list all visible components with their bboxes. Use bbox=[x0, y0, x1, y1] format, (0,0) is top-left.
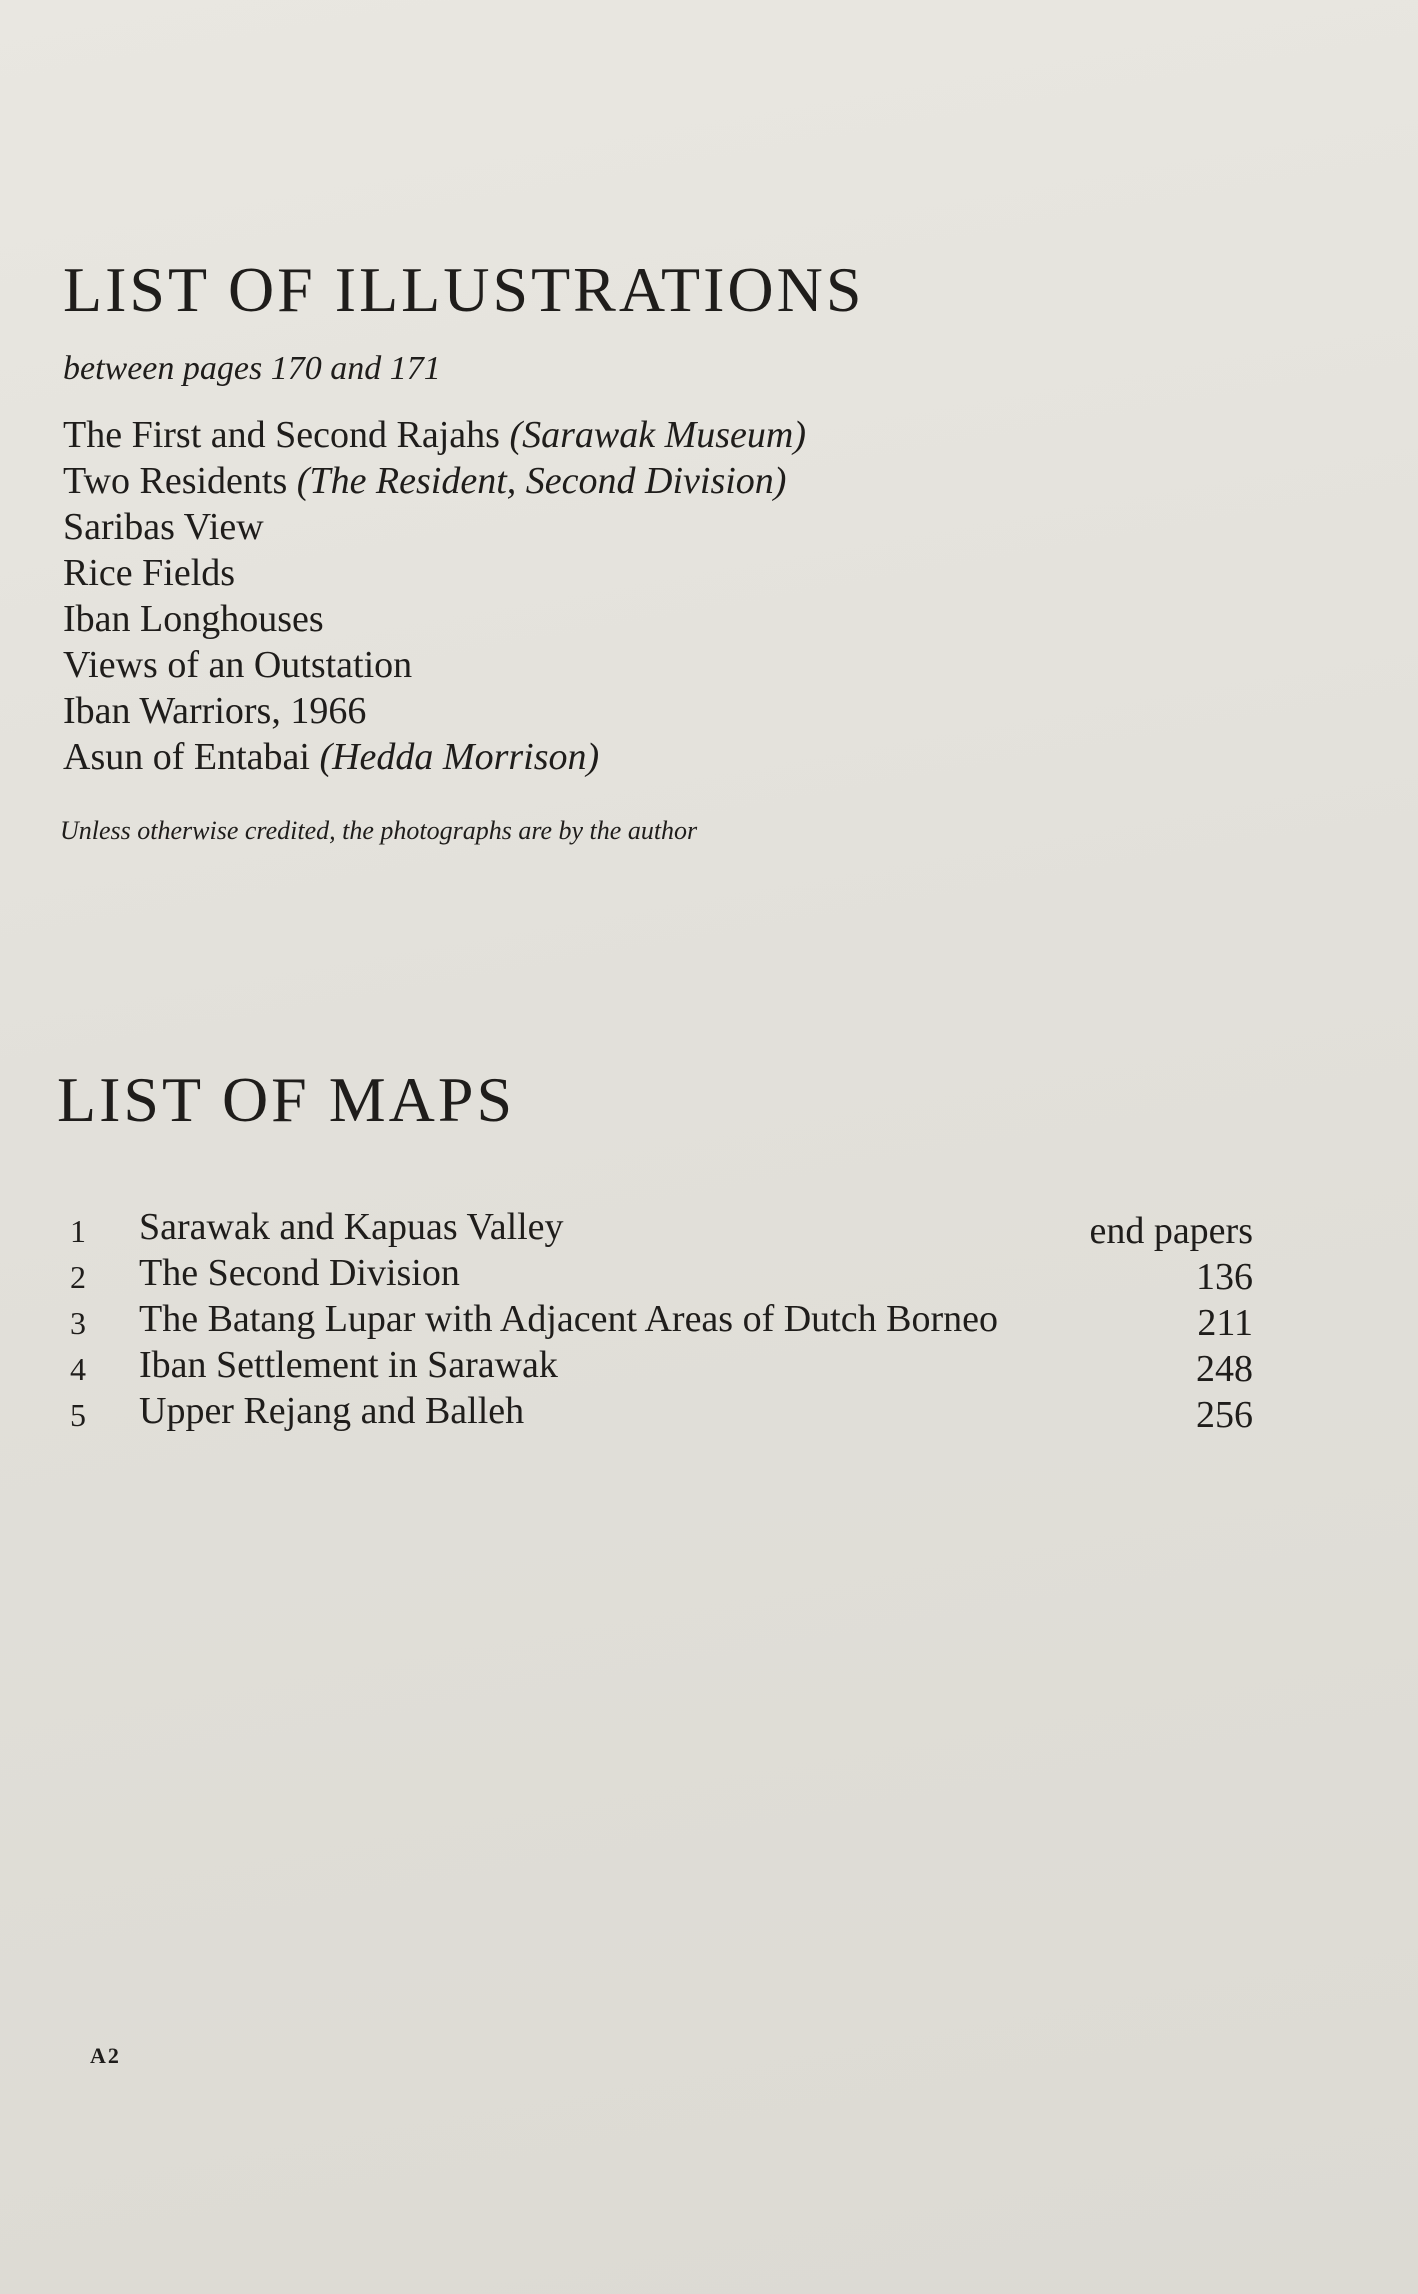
illustrations-heading: LIST OF ILLUSTRATIONS bbox=[63, 254, 865, 325]
signature-mark: A2 bbox=[90, 2043, 121, 2068]
map-entry bbox=[70, 1204, 1253, 1250]
map-title: Upper Rejang and Balleh bbox=[139, 1390, 525, 1432]
illustration-item bbox=[63, 550, 806, 596]
illustration-item bbox=[63, 412, 806, 458]
map-page: 256 bbox=[1196, 1394, 1253, 1436]
map-page: 248 bbox=[1196, 1348, 1253, 1390]
illustration-item bbox=[63, 642, 806, 688]
map-number: 3 bbox=[70, 1305, 86, 1341]
illustrations-subheading: between pages 170 and 171 bbox=[63, 350, 441, 387]
illustration-item bbox=[63, 458, 806, 504]
map-number: 4 bbox=[70, 1351, 86, 1387]
map-entry bbox=[70, 1342, 1253, 1388]
map-page: end papers bbox=[1089, 1210, 1253, 1252]
illustration-title: Iban Longhouses bbox=[63, 598, 324, 640]
illustration-credit: (Sarawak Museum) bbox=[509, 414, 806, 456]
map-page: 136 bbox=[1196, 1256, 1253, 1298]
map-number: 5 bbox=[70, 1397, 86, 1433]
illustration-item bbox=[63, 688, 806, 734]
illustration-title: Saribas View bbox=[63, 506, 264, 548]
illustration-item bbox=[63, 504, 806, 550]
maps-heading: LIST OF MAPS bbox=[57, 1064, 516, 1135]
map-entry bbox=[70, 1250, 1253, 1296]
illustration-title: Two Residents bbox=[63, 460, 288, 502]
map-title: Iban Settlement in Sarawak bbox=[139, 1344, 558, 1386]
photo-credit-note: Unless otherwise credited, the photographs are by the author bbox=[60, 816, 698, 845]
maps-list bbox=[70, 1204, 1253, 1434]
map-title: Sarawak and Kapuas Valley bbox=[139, 1206, 564, 1248]
illustration-item bbox=[63, 596, 806, 642]
map-number: 1 bbox=[70, 1213, 86, 1249]
map-entry bbox=[70, 1296, 1253, 1342]
map-number: 2 bbox=[70, 1259, 86, 1295]
illustration-item bbox=[63, 734, 806, 780]
map-title: The Second Division bbox=[139, 1252, 460, 1294]
illustration-title: Asun of Entabai bbox=[63, 736, 310, 778]
map-title: The Batang Lupar with Adjacent Areas of Dutch Borneo bbox=[139, 1298, 998, 1340]
illustration-title: Views of an Outstation bbox=[63, 644, 413, 686]
map-page: 211 bbox=[1197, 1302, 1253, 1344]
illustration-title: The First and Second Rajahs bbox=[63, 414, 500, 456]
illustration-title: Rice Fields bbox=[63, 552, 236, 594]
illustrations-list bbox=[63, 412, 806, 780]
illustration-credit: (The Resident, Second Division) bbox=[296, 460, 787, 502]
illustration-title: Iban Warriors, 1966 bbox=[63, 690, 367, 732]
map-entry bbox=[70, 1388, 1253, 1434]
illustration-credit: (Hedda Morrison) bbox=[319, 736, 600, 778]
